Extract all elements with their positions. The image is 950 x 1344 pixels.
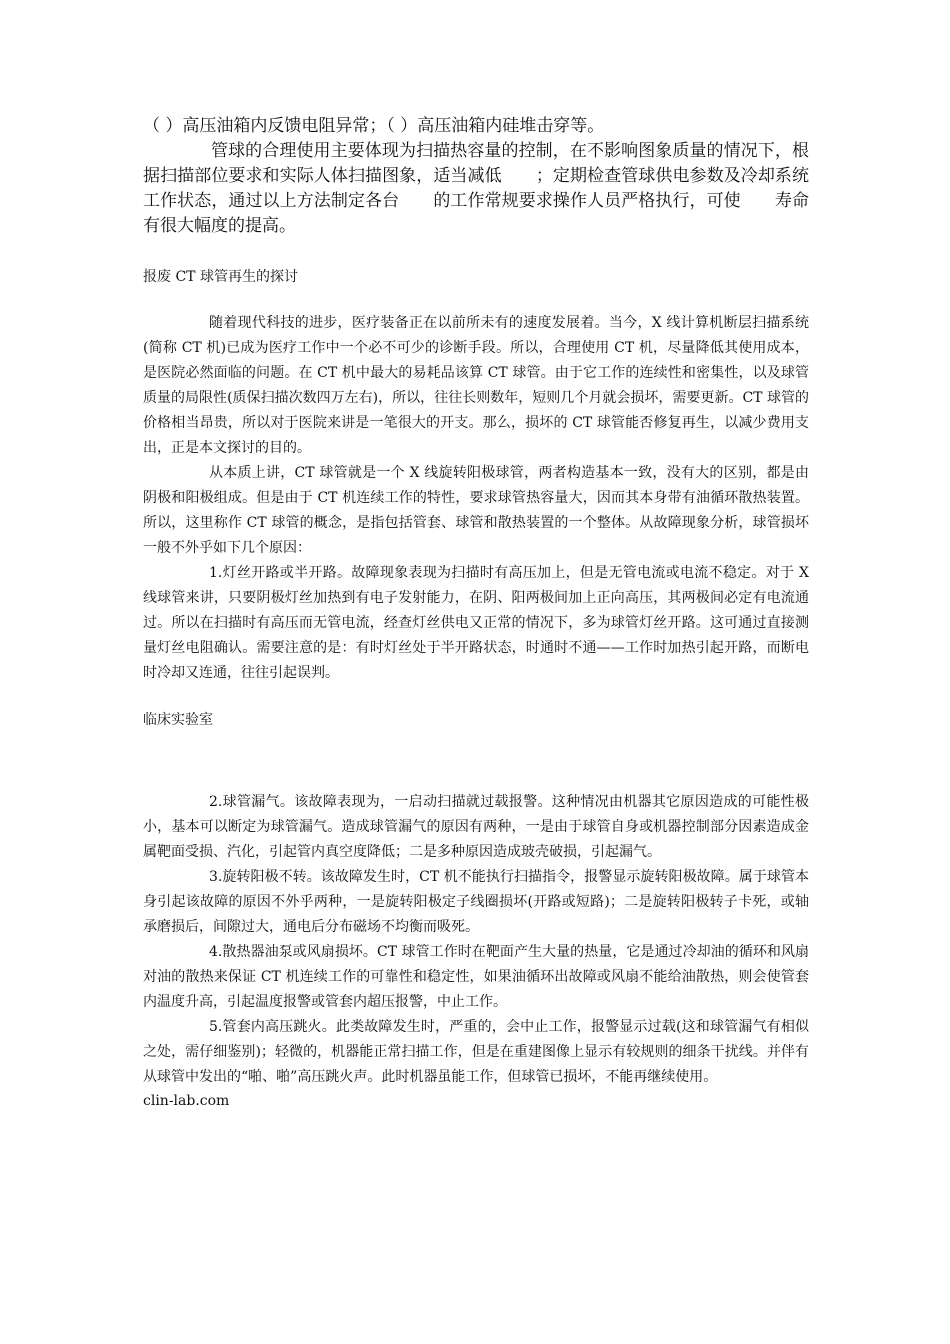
spacer [143, 730, 809, 790]
source-footer: clin-lab.com [143, 1093, 230, 1109]
paragraph: 4.散热器油泵或风扇损坏。CT 球管工作时在靶面产生大量的热量，它是通过冷却油的循环和风扇对油的散热来保证 CT 机连续工作的可靠性和稳定性，如果油循环出故障或风扇不能给油散热，则会使管套内温度升高，引起温度报警或管套内超压报警，中止工作。 [143, 944, 809, 1010]
paragraph: 2.球管漏气。该故障表现为，一启动扫描就过载报警。这种情况由机器其它原因造成的可能性极小，基本可以断定为球管漏气。造成球管漏气的原因有两种，一是由于球管自身或机器控制部分因素造成金属靶面受损、汽化，引起管内真空度降低；二是多种原因造成玻壳破损，引起漏气。 [143, 794, 809, 860]
paragraph: 3.旋转阳极不转。该故障发生时，CT 机不能执行扫描指令，报警显示旋转阳极故障。属于球管本身引起该故障的原因不外乎两种，一是旋转阳极定子线圈损坏(开路或短路)；二是旋转阳极转子卡死，或轴承磨损后，间隙过大，通电后分布磁场不均衡而吸死。 [143, 869, 809, 935]
paragraph: 随着现代科技的进步，医疗装备正在以前所未有的速度发展着。当今，X 线计算机断层扫描系统(简称 CT 机)已成为医疗工作中一个必不可少的诊断手段。所以，合理使用 CT 机，尽量降低其使用成本，是医院必然面临的问题。在 CT 机中最大的易耗品该算 CT 球管。由于它工作的连续性和密集性，以及球管质量的局限性(质保扫描次数四万左右)，所以，往往长则数年，短则几个月就会损坏，需要更新。CT 球管的价格相当昂贵，所以对于医院来讲是一笔很大的开支。那么，损坏的 CT 球管能否修复再生，以减少费用支出，正是本文探讨的目的。 [143, 315, 809, 456]
paragraph: 从本质上讲，CT 球管就是一个 X 线旋转阳极球管，两者构造基本一致，没有大的区别，都是由阴极和阳极组成。但是由于 CT 机连续工作的特性，要求球管热容量大，因而其本身带有油循环散热装置。所以，这里称作 CT 球管的概念，是指包括管套、球管和散热装置的一个整体。从故障现象分析，球管损坏一般不外乎如下几个原因： [143, 465, 809, 556]
intro-paragraph: 管球的合理使用主要体现为扫描热容量的控制，在不影响图象质量的情况下，根据扫描部位要求和实际人体扫描图象，适当减低 ；定期检查管球供电参数及冷却系统工作状态，通过以上方法制定各台 的工作常规要求操作人员严格执行，可使 寿命有很大幅度的提高。 [143, 141, 809, 236]
spacer [143, 287, 809, 311]
section-title-clinical-lab: 临床实验室 [143, 712, 213, 728]
paragraph: 5.管套内高压跳火。此类故障发生时，严重的，会中止工作，报警显示过载(这和球管漏气有相似之处，需仔细鉴别)；轻微的，机器能正常扫描工作，但是在重建图像上显示有较规则的细条干扰线。并伴有从球管中发出的“啪、啪”高压跳火声。此时机器虽能工作，但球管已损坏，不能再继续使用。 [143, 1019, 809, 1085]
document-body [143, 114, 809, 1112]
intro-line: （ ）高压油箱内反馈电阻异常；（ ）高压油箱内硅堆击穿等。 [143, 116, 605, 136]
spacer [143, 239, 809, 267]
section-title-tube-regeneration: 报废 CT 球管再生的探讨 [143, 269, 298, 285]
paragraph: 1.灯丝开路或半开路。故障现象表现为扫描时有高压加上，但是无管电流或电流不稳定。对于 X 线球管来讲，只要阴极灯丝加热到有电子发射能力，在阴、阳两极间加上正向高压，其两极间必定有电流通过。所以在扫描时有高压而无管电流，经查灯丝供电又正常的情况下，多为球管灯丝开路。这可通过直接测量灯丝电阻确认。需要注意的是：有时灯丝处于半开路状态，时通时不通——工作时加热引起开路，而断电时冷却又连通，往往引起误判。 [143, 565, 809, 681]
spacer [143, 686, 809, 710]
